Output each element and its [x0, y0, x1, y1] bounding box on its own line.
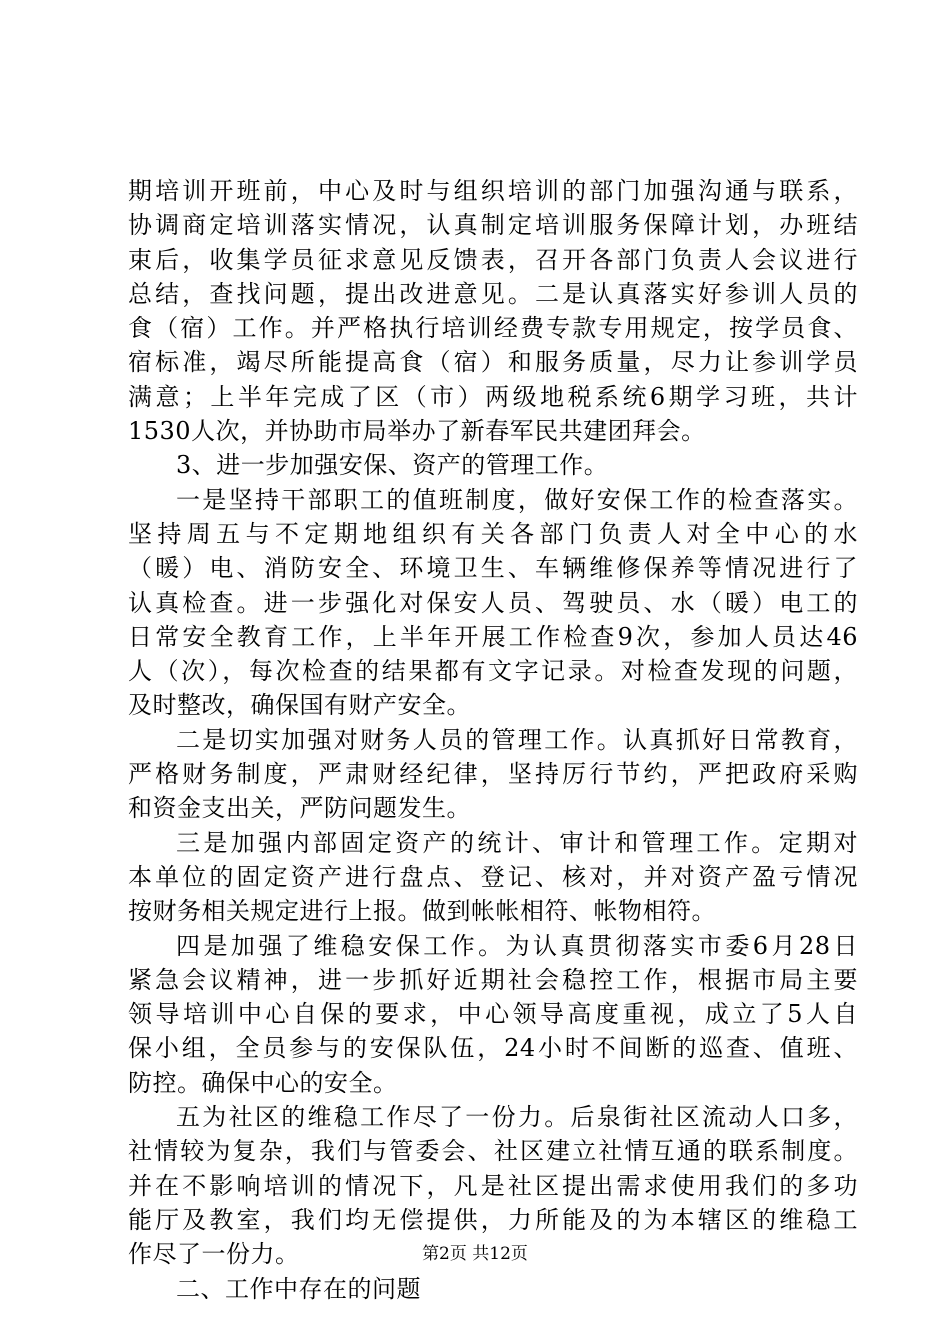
document-body [128, 174, 858, 1306]
text-line: 五为社区的维稳工作尽了一份力。后泉街社区流动人口多， [176, 1103, 858, 1132]
text-line: 严格财务制度，严肃财经纪律，坚持厉行节约，严把政府采购 [128, 760, 858, 789]
text-line: 坚持周五与不定期地组织有关各部门负责人对全中心的水 [128, 519, 858, 548]
text-line: 二、工作中存在的问题 [176, 1274, 421, 1303]
text-line: 3、进一步加强安保、资产的管理工作。 [176, 451, 609, 480]
text-line: 领导培训中心自保的要求，中心领导高度重视，成立了5人自 [128, 1000, 858, 1029]
text-line: 保小组，全员参与的安保队伍，24小时不间断的巡查、值班、 [128, 1034, 858, 1063]
text-line: 和资金支出关，严防问题发生。 [128, 794, 471, 823]
text-line: 作尽了一份力。 [128, 1240, 300, 1269]
page-number-footer: 第2页 共12页 [422, 1244, 528, 1264]
text-line: 一是坚持干部职工的值班制度，做好安保工作的检查落实。 [176, 485, 858, 514]
text-line: 二是切实加强对财务人员的管理工作。认真抓好日常教育， [176, 725, 858, 754]
text-line: 防控。确保中心的安全。 [128, 1068, 398, 1097]
text-line: （暖）电、消防安全、环境卫生、车辆维修保养等情况进行了 [128, 554, 858, 583]
text-line: 认真检查。进一步强化对保安人员、驾驶员、水（暖）电工的 [128, 588, 858, 617]
text-line: 及时整改，确保国有财产安全。 [128, 691, 471, 720]
text-line: 宿标准，竭尽所能提高食（宿）和服务质量，尽力让参训学员 [128, 348, 858, 377]
text-line: 本单位的固定资产进行盘点、登记、核对，并对资产盈亏情况 [128, 862, 858, 891]
text-line: 能厅及教室，我们均无偿提供，力所能及的为本辖区的维稳工 [128, 1205, 858, 1234]
text-line: 协调商定培训落实情况，认真制定培训服务保障计划，办班结 [128, 211, 858, 240]
text-line: 按财务相关规定进行上报。做到帐帐相符、帐物相符。 [128, 897, 716, 926]
text-line: 总结，查找问题，提出改进意见。二是认真落实好参训人员的 [128, 279, 858, 308]
text-line: 四是加强了维稳安保工作。为认真贯彻落实市委6月28日 [176, 931, 858, 960]
text-line: 并在不影响培训的情况下，凡是社区提出需求使用我们的多功 [128, 1171, 858, 1200]
text-line: 社情较为复杂，我们与管委会、社区建立社情互通的联系制度。 [128, 1137, 858, 1166]
text-line: 紧急会议精神，进一步抓好近期社会稳控工作，根据市局主要 [128, 965, 858, 994]
text-line: 人（次），每次检查的结果都有文字记录。对检查发现的问题， [128, 657, 858, 686]
text-line: 束后，收集学员征求意见反馈表，召开各部门负责人会议进行 [128, 245, 858, 274]
text-line: 期培训开班前，中心及时与组织培训的部门加强沟通与联系， [128, 177, 858, 205]
text-line: 食（宿）工作。并严格执行培训经费专款专用规定，按学员食、 [128, 314, 858, 343]
text-line: 1530人次，并协助市局举办了新春军民共建团拜会。 [128, 417, 706, 446]
text-line: 满意；上半年完成了区（市）两级地税系统6期学习班，共计 [128, 382, 858, 411]
text-line: 三是加强内部固定资产的统计、审计和管理工作。定期对 [176, 828, 858, 857]
text-line: 日常安全教育工作，上半年开展工作检查9次，参加人员达46 [128, 622, 858, 651]
